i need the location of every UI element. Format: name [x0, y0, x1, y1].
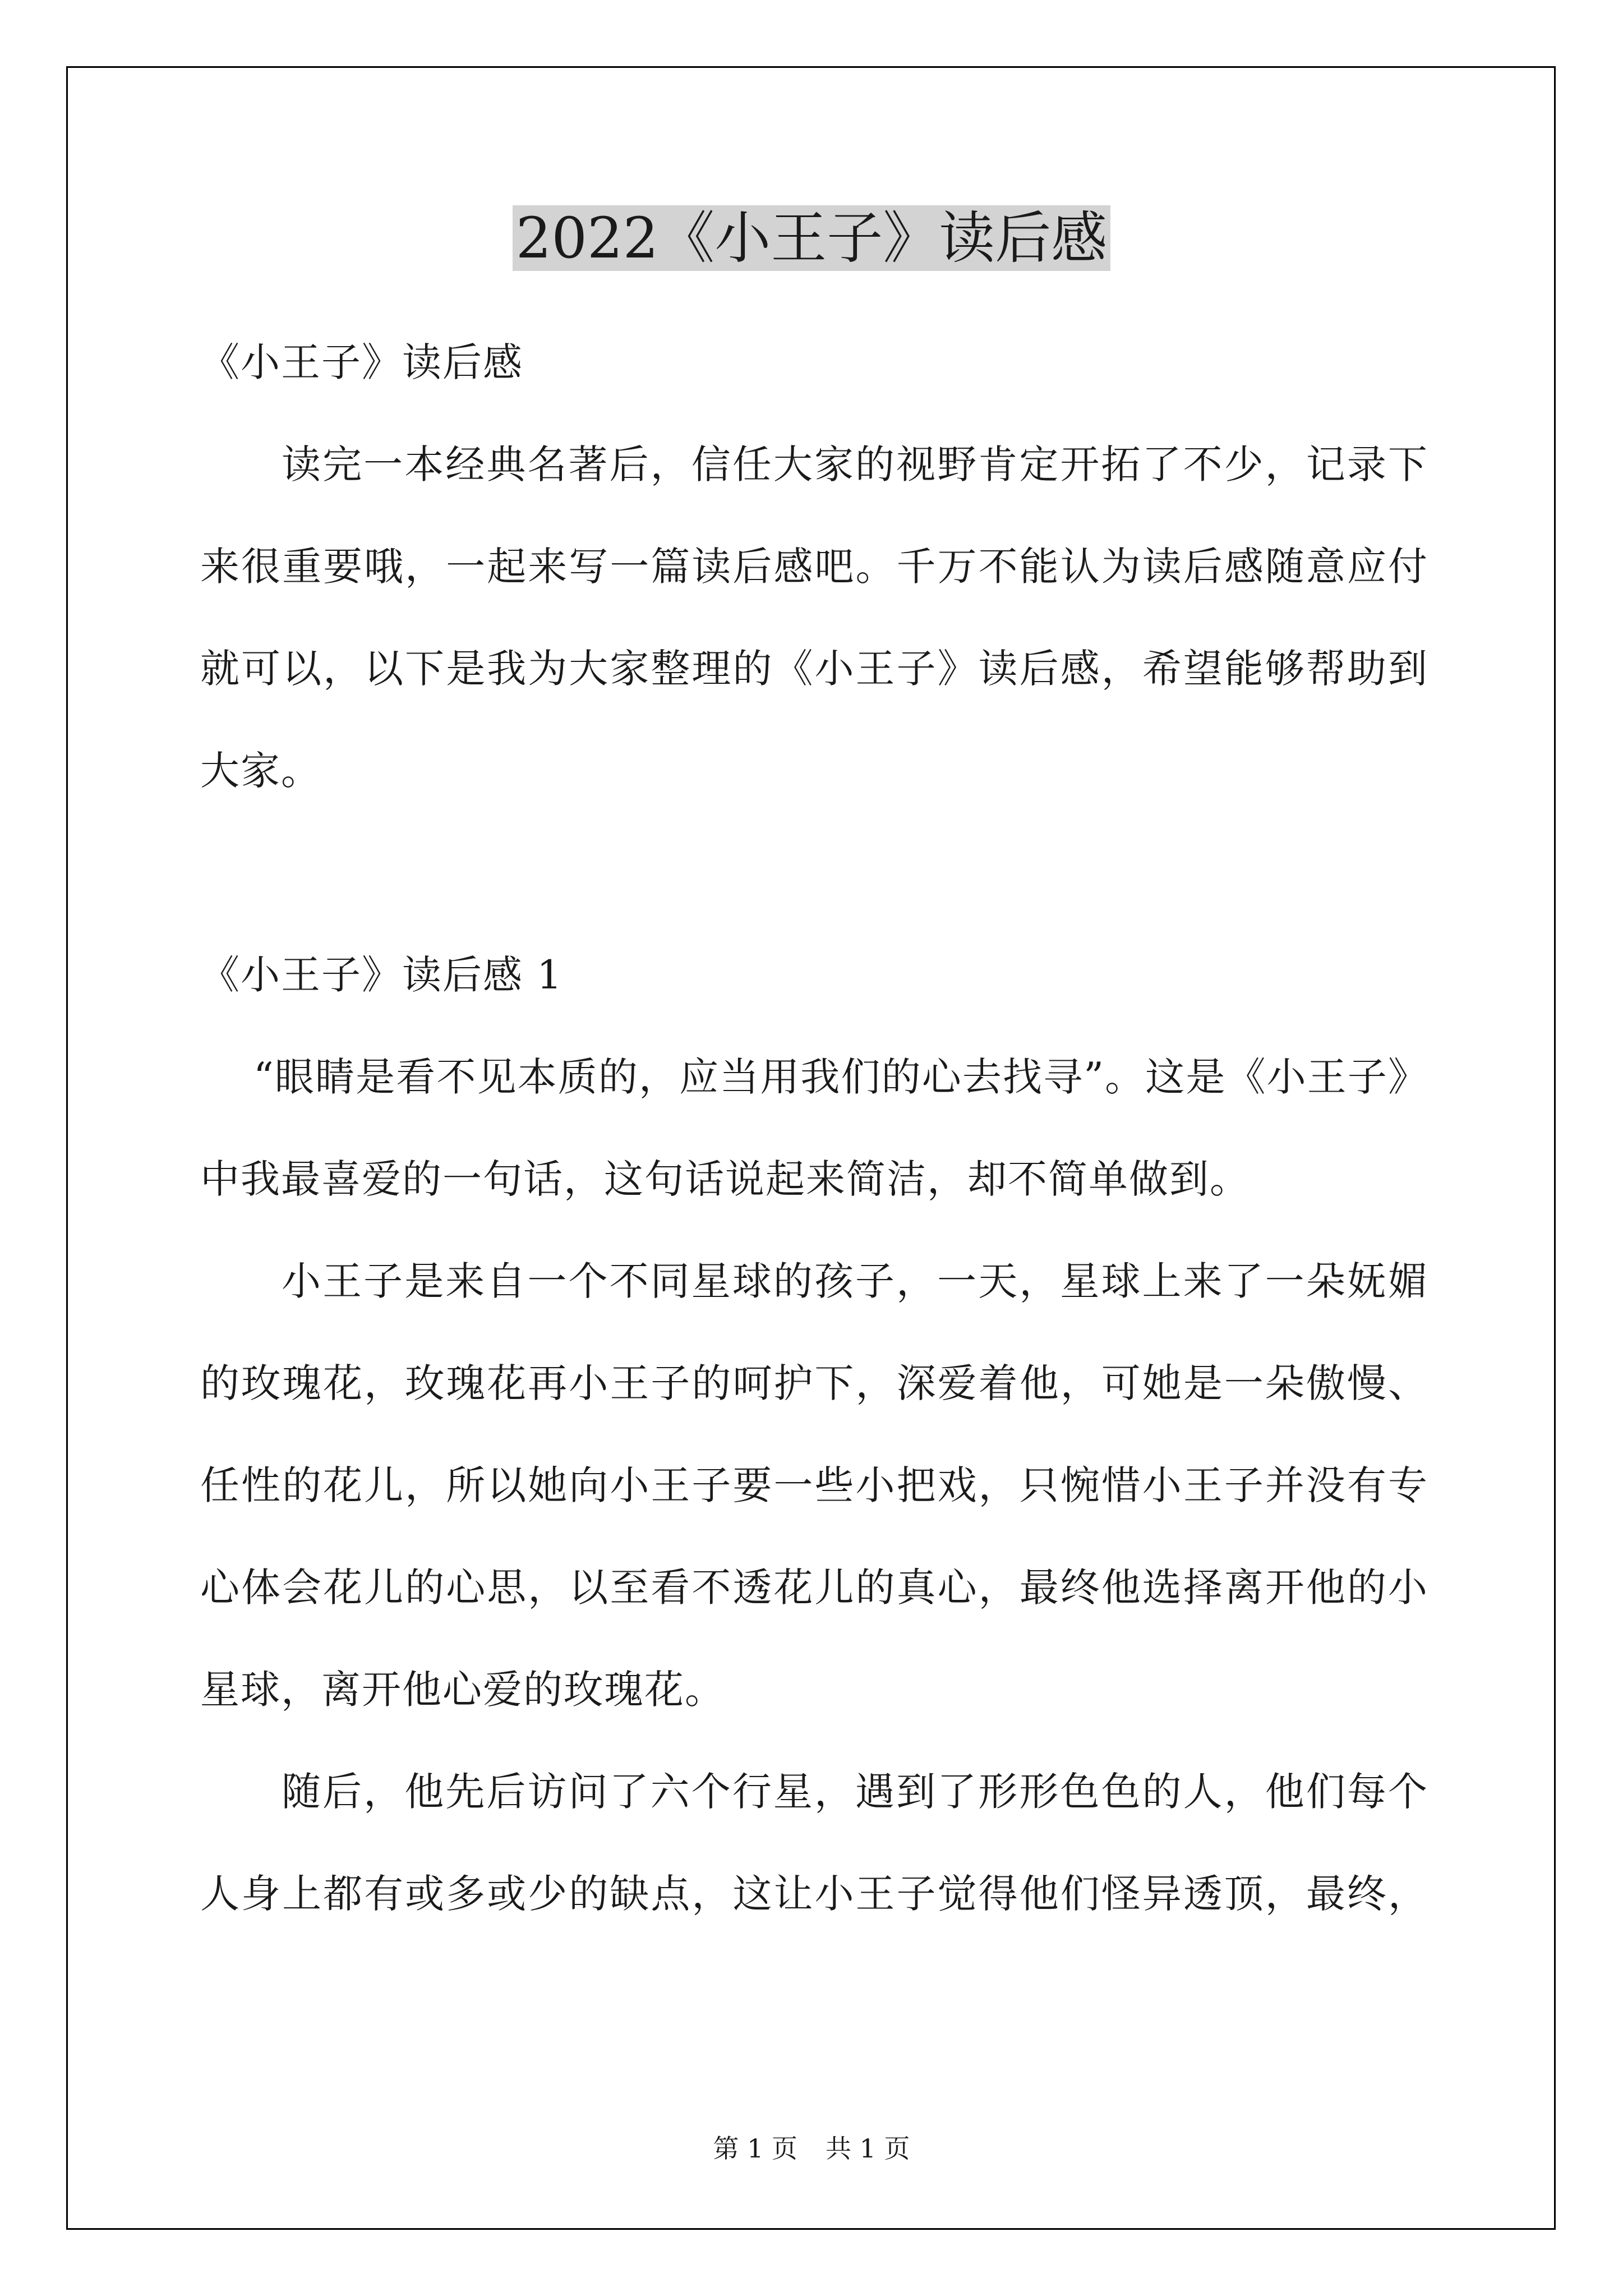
intro-line: 就可以，以下是我为大家整理的《小王子》读后感，希望能够帮助到 — [200, 646, 1428, 692]
page-number: 第 1 页 — [713, 2133, 797, 2164]
paragraph-line: 人身上都有或多或少的缺点，这让小王子觉得他们怪异透顶，最终， — [200, 1871, 1428, 1917]
document-title-text: 2022《小王子》读后感 — [513, 205, 1111, 271]
page-total: 共 1 页 — [826, 2133, 910, 2164]
intro-line: 来很重要哦，一起来写一篇读后感吧。千万不能认为读后感随意应付 — [200, 544, 1428, 590]
paragraph-line: 的玫瑰花，玫瑰花再小王子的呵护下，深爱着他，可她是一朵傲慢、 — [200, 1360, 1428, 1406]
page-footer — [0, 2132, 1623, 2165]
paragraph-gap — [200, 822, 1428, 924]
section-heading: 《小王子》读后感 1 — [200, 952, 563, 998]
paragraph-line: 随后，他先后访问了六个行星，遇到了形形色色的人，他们每个 — [282, 1769, 1428, 1815]
intro-heading: 《小王子》读后感 — [200, 339, 523, 385]
document-body — [200, 311, 1428, 1945]
paragraph-line: 小王子是来自一个不同星球的孩子，一天，星球上来了一朵妩媚 — [282, 1258, 1428, 1304]
paragraph-line: “眼睛是看不见本质的，应当用我们的心去找寻”。这是《小王子》 — [253, 1054, 1428, 1100]
paragraph-line: 中我最喜爱的一句话，这句话说起来简洁，却不简单做到。 — [200, 1156, 1250, 1202]
intro-line: 大家。 — [200, 748, 321, 794]
paragraph-line: 星球，离开他心爱的玫瑰花。 — [200, 1667, 725, 1713]
document-title — [0, 202, 1623, 275]
paragraph-line: 心体会花儿的心思，以至看不透花儿的真心，最终他选择离开他的小 — [200, 1565, 1428, 1611]
intro-line: 读完一本经典名著后，信任大家的视野肯定开拓了不少，记录下 — [282, 441, 1428, 487]
paragraph-line: 任性的花儿，所以她向小王子要一些小把戏，只惋惜小王子并没有专 — [200, 1462, 1428, 1508]
